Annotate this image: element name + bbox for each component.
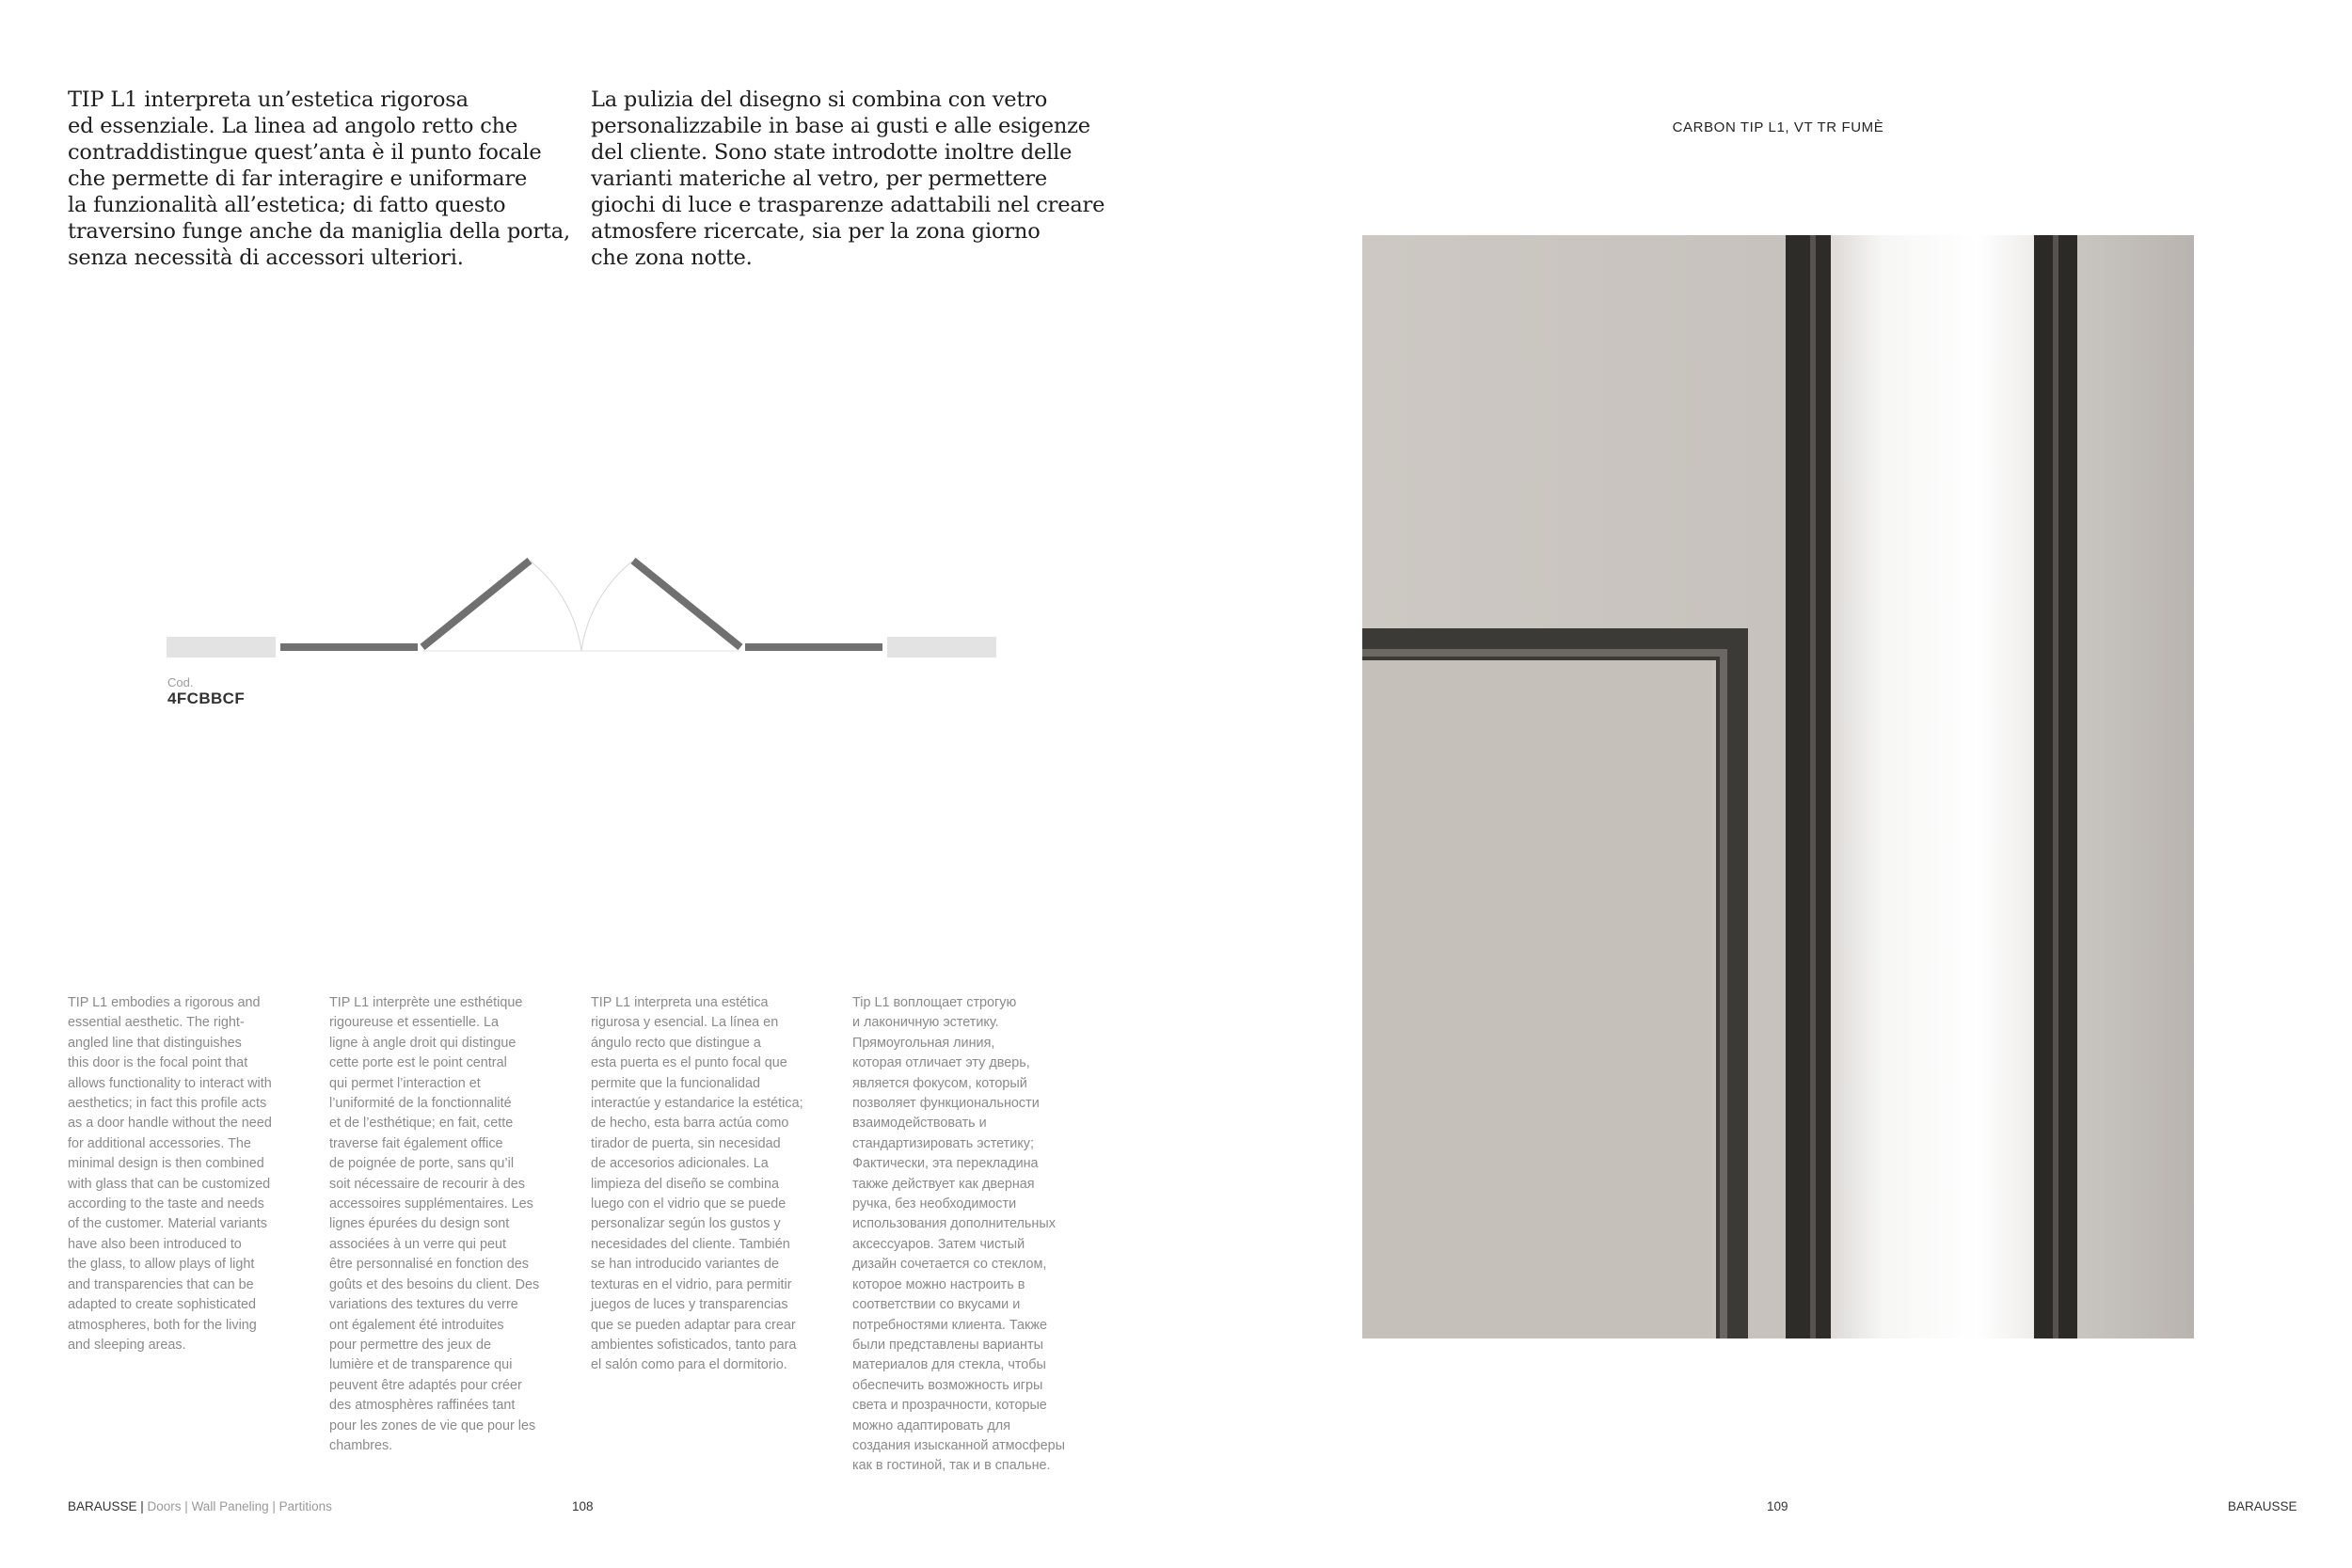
page-number-left: 108 bbox=[572, 1499, 594, 1513]
intro-paragraph-left: TIP L1 interpreta un’estetica rigorosa ed essenziale. La linea ad angolo retto che contraddistingue quest’anta è il punto focale che permette di far interagire e uniformare la funzionalità all’estetica; di fatto questo traversino funge anche da maniglia della porta, senza necessità di accessori ulteriori. bbox=[68, 87, 570, 270]
footer-left bbox=[68, 1499, 332, 1513]
swing-arc-right bbox=[581, 561, 633, 651]
footer-categories: Doors | Wall Paneling | Partitions bbox=[147, 1499, 332, 1513]
intro-paragraph-right: La pulizia del disegno si combina con vetro personalizzabile in base ai gusti e alle esigenze del cliente. Sono state introdotte inoltre delle varianti materiche al vetro, per permettere giochi di luce e trasparenze adattabili nel creare atmosfere ricercate, sia per la zona giorno che zona notte. bbox=[591, 87, 1105, 270]
door-plan-diagram bbox=[160, 547, 1007, 670]
photo-caption: CARBON TIP L1, VT TR FUMÈ bbox=[1672, 119, 1884, 135]
fixed-panel-left bbox=[280, 643, 418, 651]
text-spanish: TIP L1 interpreta una estética rigurosa y esencial. La línea en ángulo recto que distingue a esta puerta es el punto focal que permite que la funcionalidad interactúe y estandarice la estética; de hecho, esta barra actúa como tirador de puerta, sin necesidad de accesorios adicionales. La limpieza del diseño se combina luego con el vidrio que se puede personalizar según los gustos y necesidades del cliente. También se han introducido variantes de texturas en el vidrio, para permitir juegos de luces y transparencias que se pueden adaptar para crear ambientes sofisticados, tanto para el salón como para el dormitorio. bbox=[591, 995, 803, 1373]
door-leaf-left bbox=[422, 561, 530, 647]
page-number-right: 109 bbox=[1767, 1499, 1788, 1513]
wall-left bbox=[167, 637, 276, 657]
wall-right-side bbox=[2075, 235, 2194, 1338]
footer-brand-right: BARAUSSE bbox=[2228, 1499, 2297, 1513]
lower-panel bbox=[1362, 660, 1712, 1338]
door-photo bbox=[1362, 235, 2194, 1338]
glass-light bbox=[1829, 235, 2042, 1338]
text-english: TIP L1 embodies a rigorous and essential aesthetic. The right- angled line that distinguishes this door is the focal point that allows functionality to interact with aesthetics; in fact this profile acts as a door handle without the need for additional accessories. The minimal design is then combined with glass that can be customized according to the taste and needs of the customer. Material variants have also been introduced to the glass, to allow plays of light and transparencies that can be adapted to create sophisticated atmospheres, both for the living and sleeping areas. bbox=[68, 995, 272, 1353]
vertical-frame-right-highlight bbox=[2053, 235, 2058, 1338]
wall-right bbox=[887, 637, 996, 657]
text-russian: Tip L1 воплощает строгую и лаконичную эстетику. Прямоугольная линия, которая отличает эту дверь, является фокусом, который позволяет функциональности взаимодействовать и стандартизировать эстетику; Фактически, эта перекладина также действует как дверная ручка, без необходимости использования дополнительных аксессуаров. Затем чистый дизайн сочетается со стеклом, которое можно настроить в соответствии со вкусами и потребностями клиента. Также были представлены варианты материалов для стекла, чтобы обеспечить возможность игры света и прозрачности, которые можно адаптировать для создания изысканной атмосферы как в гостиной, так и в спальне. bbox=[852, 995, 1065, 1474]
fixed-panel-right bbox=[745, 643, 882, 651]
door-leaf-right bbox=[633, 561, 740, 647]
footer-separator: | bbox=[136, 1499, 148, 1513]
vertical-frame-left bbox=[1786, 235, 1831, 1338]
product-code: 4FCBBCF bbox=[167, 689, 246, 707]
footer-brand-left: BARAUSSE bbox=[68, 1499, 137, 1513]
vertical-frame-left-highlight bbox=[1810, 235, 1816, 1338]
code-label: Cod. bbox=[167, 675, 194, 689]
swing-arc-left bbox=[530, 561, 581, 651]
text-french: TIP L1 interprète une esthétique rigoureuse et essentielle. La ligne à angle droit qui distingue cette porte est le point central qui permet l’interaction et l’uniformité de la fonctionnalité et de l’esthétique; en fait, cette traverse fait également office de poignée de porte, sans qu’il soit nécessaire de recourir à des accessoires supplémentaires. Les lignes épurées du design sont associées à un verre qui peut être personnalisé en fonction des goûts et des besoins du client. Des variations des textures du verre ont également été introduites pour permettre des jeux de lumière et de transparence qui peuvent être adaptés pour créer des atmosphères raffinées tant pour les zones de vie que pour les chambres. bbox=[329, 995, 540, 1453]
